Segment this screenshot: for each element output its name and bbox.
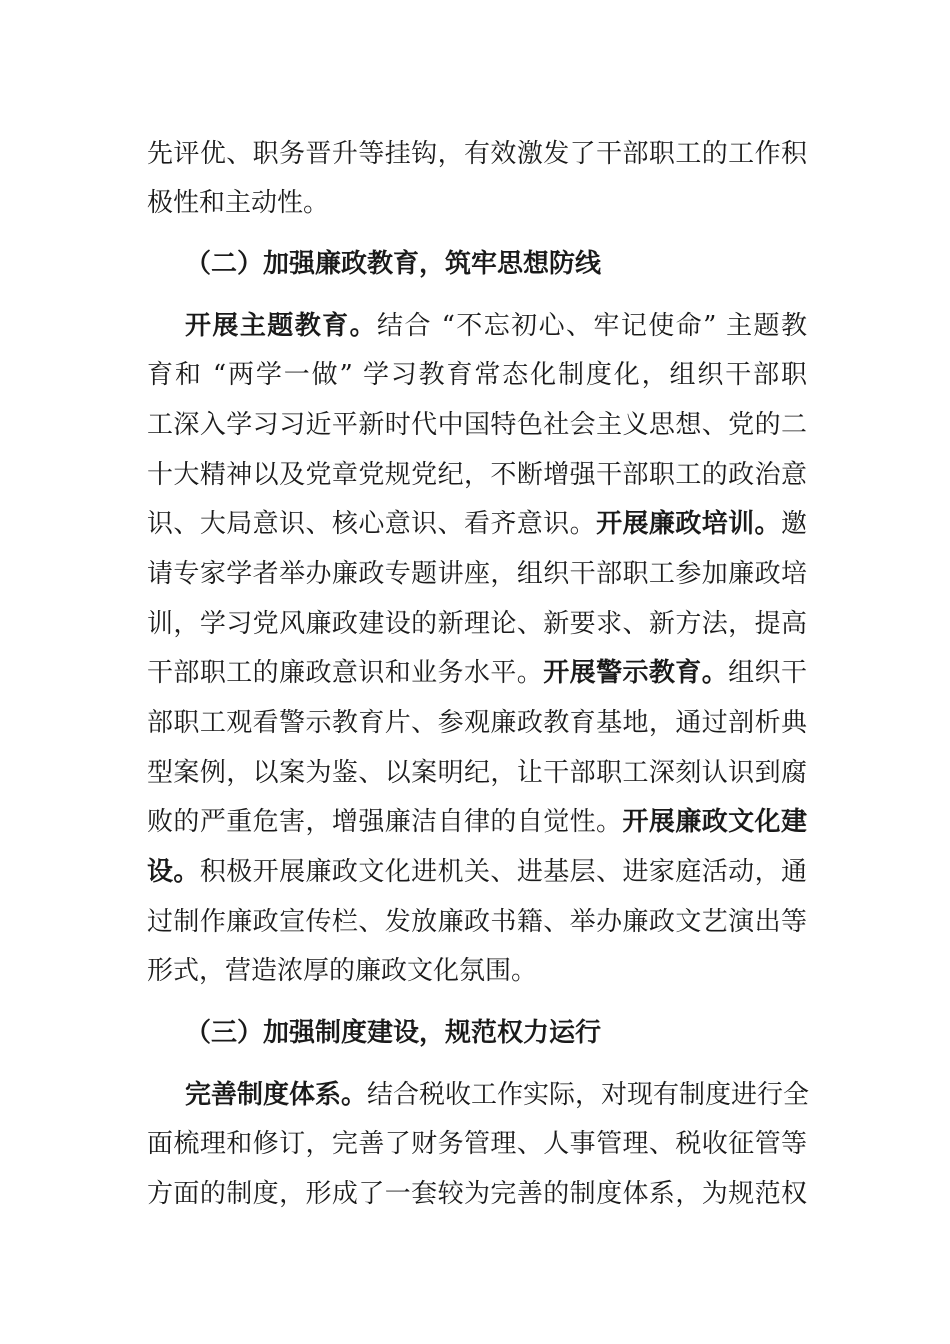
line-text: 型案例，以案为鉴、以案明纪，让干部职工深刻认识到腐: [147, 758, 807, 788]
line-text: 请专家学者举办廉政专题讲座，组织干部职工参加廉政培: [147, 559, 807, 589]
line-text: 十大精神以及党章党规党纪，不断增强干部职工的政治意: [147, 460, 807, 490]
paragraph-line: [147, 358, 807, 392]
section-heading: [185, 1016, 807, 1050]
bold-lead-text: 开展廉政文化建: [622, 807, 807, 837]
line-text: 积极开展廉政文化进机关、进基层、进家庭活动，通: [199, 857, 807, 887]
paragraph-line: [147, 706, 807, 740]
bold-lead-text: 设。: [147, 857, 200, 887]
line-text: 部职工观看警示教育片、参观廉政教育基地，通过剖析典: [147, 708, 807, 738]
paragraph-line: [185, 309, 807, 343]
paragraph-line: [147, 186, 807, 220]
line-text: 结合税收工作实际，对现有制度进行全: [367, 1080, 810, 1110]
bold-lead-text: 开展廉政培训。: [596, 509, 781, 539]
line-text: 极性和主动性。: [147, 188, 330, 218]
paragraph-line: [147, 954, 807, 988]
heading-text: （三）加强制度建设，规范权力运行: [185, 1018, 602, 1048]
line-text: 败的严重危害，增强廉洁自律的自觉性。: [147, 807, 623, 837]
paragraph-line: [147, 1127, 807, 1161]
line-text: 邀: [780, 509, 807, 539]
paragraph-line: [147, 458, 807, 492]
bold-lead-text: 完善制度体系。: [185, 1080, 368, 1110]
paragraph-line: [147, 607, 807, 641]
line-text: 干部职工的廉政意识和业务水平。: [147, 658, 544, 688]
line-text: 工深入学习习近平新时代中国特色社会主义思想、党的二: [147, 410, 807, 440]
heading-text: （二）加强廉政教育，筑牢思想防线: [185, 249, 602, 279]
paragraph-line: [147, 855, 807, 889]
line-text: 训，学习党风廉政建设的新理论、新要求、新方法，提高: [147, 609, 807, 639]
paragraph-line: [147, 507, 807, 541]
line-text: 过制作廉政宣传栏、发放廉政书籍、举办廉政文艺演出等: [147, 907, 807, 937]
line-text: 面梳理和修订，完善了财务管理、人事管理、税收征管等: [147, 1129, 807, 1159]
line-text: 组织干: [728, 658, 807, 688]
line-text: 方面的制度，形成了一套较为完善的制度体系，为规范权: [147, 1179, 807, 1209]
bold-lead-text: 开展主题教育。: [185, 311, 378, 341]
line-text: 结合 “不忘初心、牢记使命” 主题教: [377, 311, 807, 341]
paragraph-line: [147, 557, 807, 591]
paragraph-line: [147, 1177, 807, 1211]
line-text: 形式，营造浓厚的廉政文化氛围。: [147, 956, 538, 986]
paragraph-line: [147, 905, 807, 939]
paragraph-line: [147, 137, 807, 171]
section-heading: [185, 247, 807, 281]
line-text: 育和 “两学一做” 学习教育常态化制度化，组织干部职: [147, 360, 807, 390]
line-text: 先评优、职务晋升等挂钩，有效激发了干部职工的工作积: [147, 139, 807, 169]
paragraph-line: [147, 805, 807, 839]
paragraph-line: [185, 1078, 810, 1112]
paragraph-line: [147, 408, 807, 442]
bold-lead-text: 开展警示教育。: [543, 658, 729, 688]
paragraph-line: [147, 756, 807, 790]
paragraph-line: [147, 656, 807, 690]
line-text: 识、大局意识、核心意识、看齐意识。: [147, 509, 597, 539]
